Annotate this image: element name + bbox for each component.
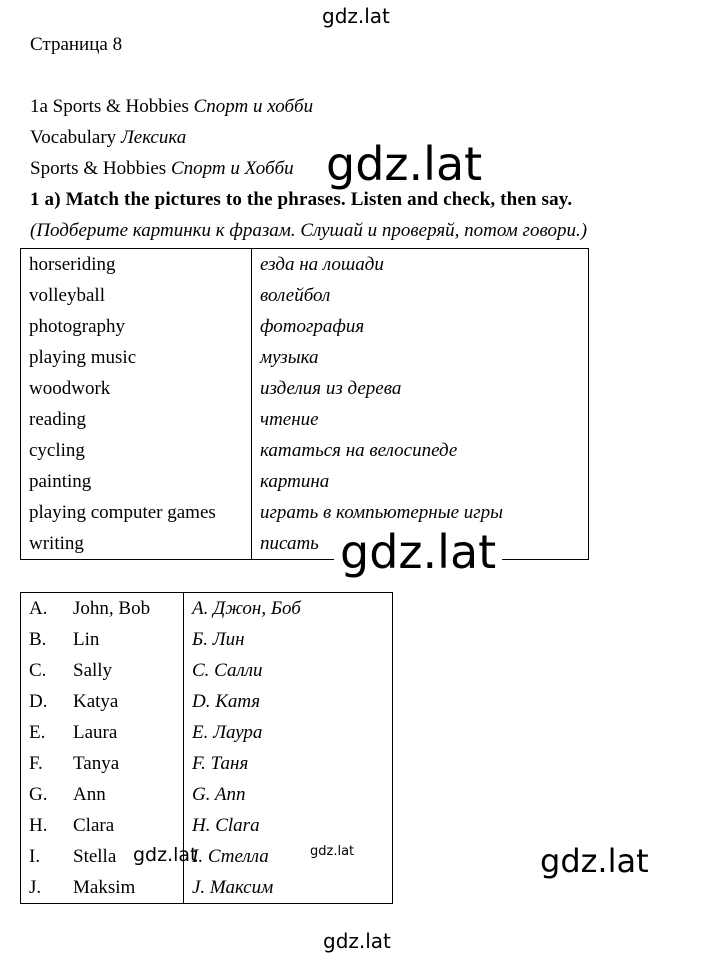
watermark-large-1: gdz.lat bbox=[322, 138, 486, 190]
name-english: Ann bbox=[73, 779, 184, 810]
vocab-english: playing computer games bbox=[21, 497, 252, 528]
name-letter: I. bbox=[29, 846, 41, 867]
name-russian: F. Таня bbox=[192, 753, 249, 774]
name-english: Stella bbox=[73, 841, 184, 872]
table-row bbox=[21, 435, 589, 466]
table-row bbox=[21, 342, 589, 373]
vocabulary-table bbox=[20, 248, 589, 560]
table-row bbox=[21, 717, 393, 748]
table-row bbox=[21, 249, 589, 281]
name-english: Tanya bbox=[73, 748, 184, 779]
table-row bbox=[21, 593, 393, 625]
watermark-small: gdz.lat bbox=[310, 844, 355, 859]
vocab-russian: играть в компьютерные игры bbox=[260, 502, 504, 523]
table-row bbox=[21, 466, 589, 497]
name-letter: D. bbox=[29, 691, 48, 712]
name-russian: D. Катя bbox=[192, 691, 261, 712]
watermark-bottom: gdz.lat bbox=[323, 929, 391, 953]
page-label: Страница 8 bbox=[30, 34, 123, 55]
vocab-russian: изделия из дерева bbox=[260, 378, 402, 399]
vocab-english: painting bbox=[21, 466, 252, 497]
section-title-en: Vocabulary bbox=[30, 127, 117, 148]
name-english: John, Bob bbox=[73, 593, 184, 625]
topic-title bbox=[30, 158, 294, 180]
task-instruction: 1 a) Match the pictures to the phrases. Listen and check, then say. bbox=[30, 189, 573, 210]
table-row bbox=[21, 624, 393, 655]
watermark-inline: gdz.lat bbox=[133, 844, 198, 866]
name-english: Laura bbox=[73, 717, 184, 748]
vocab-russian: фотография bbox=[260, 316, 365, 337]
vocab-english: horseriding bbox=[21, 249, 252, 281]
table-row bbox=[21, 748, 393, 779]
name-russian: A. Джон, Боб bbox=[192, 598, 301, 619]
name-english: Lin bbox=[73, 624, 184, 655]
name-letter: B. bbox=[29, 629, 47, 650]
watermark-top: gdz.lat bbox=[322, 4, 390, 28]
name-letter: G. bbox=[29, 784, 48, 805]
table-row bbox=[21, 528, 589, 560]
topic-title-ru: Спорт и Хобби bbox=[170, 158, 294, 179]
table-row bbox=[21, 779, 393, 810]
name-letter: C. bbox=[29, 660, 47, 681]
section-title-ru: Лексика bbox=[120, 127, 187, 148]
table-row bbox=[21, 404, 589, 435]
name-english: Maksim bbox=[73, 872, 184, 904]
lesson-title-en: 1a Sports & Hobbies bbox=[30, 96, 189, 117]
vocab-russian: музыка bbox=[260, 347, 319, 368]
name-letter: E. bbox=[29, 722, 46, 743]
table-row bbox=[21, 686, 393, 717]
vocab-english: volleyball bbox=[21, 280, 252, 311]
watermark-right: gdz.lat bbox=[540, 842, 649, 880]
name-letter: A. bbox=[29, 598, 48, 619]
name-russian: C. Салли bbox=[192, 660, 263, 681]
name-letter: J. bbox=[29, 877, 42, 898]
table-row bbox=[21, 373, 589, 404]
vocab-russian: езда на лошади bbox=[260, 254, 384, 275]
vocab-english: woodwork bbox=[21, 373, 252, 404]
table-row bbox=[21, 655, 393, 686]
vocab-english: cycling bbox=[21, 435, 252, 466]
name-letter: H. bbox=[29, 815, 48, 836]
name-russian: I. Стелла bbox=[192, 846, 269, 867]
name-letter: F. bbox=[29, 753, 43, 774]
name-russian: Б. Лин bbox=[192, 629, 245, 650]
vocab-russian: картина bbox=[260, 471, 330, 492]
name-russian: E. Лаура bbox=[192, 722, 263, 743]
section-title bbox=[30, 127, 186, 149]
name-russian: J. Максим bbox=[192, 877, 274, 898]
lesson-title-ru: Спорт и хобби bbox=[193, 96, 314, 117]
vocab-russian: кататься на велосипеде bbox=[260, 440, 458, 461]
task-translation: (Подберите картинки к фразам. Слушай и проверяй, потом говори.) bbox=[30, 220, 588, 241]
table-row bbox=[21, 280, 589, 311]
name-english: Sally bbox=[73, 655, 184, 686]
watermark-large-2: gdz.lat bbox=[334, 526, 502, 578]
table-row bbox=[21, 311, 589, 342]
vocab-english: reading bbox=[21, 404, 252, 435]
vocab-russian: волейбол bbox=[260, 285, 331, 306]
topic-title-en: Sports & Hobbies bbox=[30, 158, 167, 179]
lesson-title bbox=[30, 96, 313, 118]
name-russian: H. Clara bbox=[192, 815, 260, 836]
table-row bbox=[21, 872, 393, 904]
vocab-russian: чтение bbox=[260, 409, 319, 430]
name-russian: G. Ann bbox=[192, 784, 246, 805]
name-english: Katya bbox=[73, 686, 184, 717]
vocab-english: writing bbox=[21, 528, 252, 560]
vocab-english: photography bbox=[21, 311, 252, 342]
name-english: Clara bbox=[73, 810, 184, 841]
table-row bbox=[21, 497, 589, 528]
vocab-english: playing music bbox=[21, 342, 252, 373]
vocab-russian: писать bbox=[260, 533, 319, 554]
table-row bbox=[21, 810, 393, 841]
